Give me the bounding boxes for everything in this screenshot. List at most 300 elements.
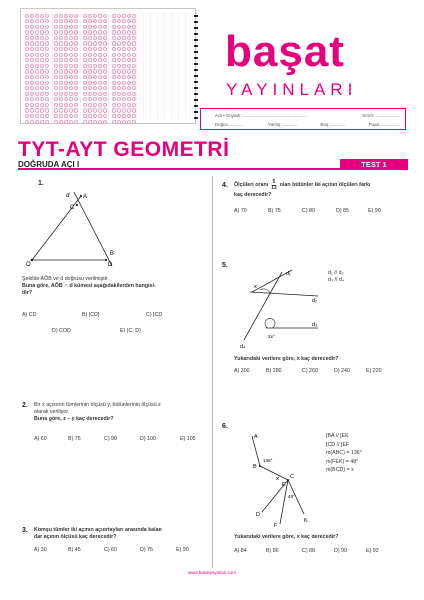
timing-mark <box>194 57 198 59</box>
label-a: A <box>83 194 88 200</box>
q6-option-e[interactable]: E) 92 <box>366 548 379 554</box>
answer-bubble <box>30 81 34 85</box>
answer-bubble <box>40 114 44 118</box>
answer-bubble <box>74 86 78 90</box>
answer-bubble <box>88 69 92 73</box>
answer-bubble <box>54 53 58 57</box>
answer-bubble <box>88 19 92 23</box>
answer-bubble <box>132 92 136 96</box>
answer-bubble <box>40 25 44 29</box>
answer-bubble <box>103 41 107 45</box>
answer-bubble <box>83 30 87 34</box>
answer-bubble <box>54 64 58 68</box>
answer-bubble <box>112 120 116 124</box>
answer-bubble <box>117 30 121 34</box>
answer-bubble <box>69 92 73 96</box>
answer-bubble <box>25 92 29 96</box>
page-title: TYT-AYT GEOMETRİ <box>18 138 230 161</box>
answer-bubble <box>117 86 121 90</box>
label-o: O <box>26 262 31 266</box>
answer-bubble <box>98 114 102 118</box>
answer-bubble <box>117 19 121 23</box>
answer-bubble <box>122 58 126 62</box>
answer-bubble <box>64 19 68 23</box>
answer-bubble <box>54 41 58 45</box>
q3-option-b[interactable]: B) 45 <box>68 547 81 553</box>
q4-option-d[interactable]: D) 85 <box>336 208 349 214</box>
timing-mark <box>194 39 198 41</box>
answer-bubble <box>45 25 49 29</box>
answer-bubble <box>64 30 68 34</box>
q5-option-a[interactable]: A) 300 <box>234 368 250 374</box>
answer-bubble <box>54 30 58 34</box>
answer-bubble <box>54 97 58 101</box>
optical-answer-form <box>20 8 196 124</box>
answer-bubble <box>112 69 116 73</box>
answer-bubble <box>122 41 126 45</box>
answer-bubble <box>103 81 107 85</box>
answer-bubble <box>74 19 78 23</box>
answer-bubble <box>74 97 78 101</box>
answer-bubble <box>88 30 92 34</box>
timing-mark <box>194 15 198 17</box>
test-badge: TEST 1 <box>340 159 408 170</box>
answer-bubble <box>69 81 73 85</box>
answer-bubble <box>59 103 63 107</box>
answer-bubble <box>69 25 73 29</box>
answer-bubble <box>93 58 97 62</box>
answer-bubble <box>122 36 126 40</box>
answer-bubble <box>74 47 78 51</box>
label-k: K <box>304 518 308 524</box>
answer-bubble <box>83 103 87 107</box>
answer-bubble <box>93 53 97 57</box>
answer-bubble <box>40 19 44 23</box>
ray-ba <box>252 436 260 466</box>
answer-bubble <box>122 14 126 18</box>
answer-bubble <box>30 103 34 107</box>
answer-bubble <box>25 58 29 62</box>
answer-bubble <box>93 25 97 29</box>
answer-bubble <box>103 30 107 34</box>
answer-bubble <box>45 114 49 118</box>
q1-option-a[interactable]: A) CD <box>22 312 37 318</box>
answer-bubble <box>103 120 107 124</box>
answer-bubble <box>93 114 97 118</box>
q1-text: Şekilde AÔB ve d doğrusu verilmiştir. Buna göre, AÔB ∩ d kümesi aşağıdakilerden hangisi- dir? <box>22 276 156 297</box>
point-b <box>259 465 261 467</box>
q2-option-b[interactable]: B) 75 <box>68 436 81 442</box>
q6-option-d[interactable]: D) 90 <box>334 548 347 554</box>
answer-bubble <box>122 47 126 51</box>
answer-bubble <box>93 30 97 34</box>
answer-bubble <box>40 58 44 62</box>
q2-option-d[interactable]: D) 100 <box>140 436 156 442</box>
answer-bubble <box>30 114 34 118</box>
answer-bubble <box>98 25 102 29</box>
answer-bubble <box>93 97 97 101</box>
label-d1: d₁ <box>286 271 291 277</box>
answer-bubble <box>54 58 58 62</box>
q4-option-e[interactable]: E) 90 <box>368 208 381 214</box>
answer-bubble <box>54 14 58 18</box>
answer-bubble <box>103 19 107 23</box>
q5-option-c[interactable]: C) 260 <box>302 368 318 374</box>
answer-bubble <box>45 97 49 101</box>
answer-bubble <box>127 86 131 90</box>
answer-bubble <box>54 120 58 124</box>
answer-bubble <box>54 19 58 23</box>
timing-mark <box>194 81 198 83</box>
answer-bubble <box>69 30 73 34</box>
answer-bubble <box>83 19 87 23</box>
label-x: x <box>276 476 279 482</box>
answer-row <box>25 24 191 29</box>
answer-bubble <box>132 86 136 90</box>
answer-bubble <box>64 120 68 124</box>
footer-url: www.basatyayinlari.com <box>187 570 237 575</box>
answer-row <box>25 119 191 124</box>
q6-option-a[interactable]: A) 84 <box>234 548 247 554</box>
q3-option-a[interactable]: A) 30 <box>34 547 47 553</box>
column-divider <box>212 176 213 568</box>
q5-text: Yukarıdaki verilere göre, x kaç derecedir? <box>234 356 339 362</box>
answer-bubble <box>30 47 34 51</box>
timing-mark <box>194 111 198 113</box>
answer-bubble <box>132 19 136 23</box>
answer-bubble <box>132 41 136 45</box>
q2-option-a[interactable]: A) 60 <box>34 436 47 442</box>
answer-bubble <box>98 69 102 73</box>
answer-bubble <box>117 64 121 68</box>
answer-bubble <box>69 114 73 118</box>
section-subtitle: DOĞRUDA AÇI I <box>18 160 80 169</box>
answer-bubble <box>88 25 92 29</box>
answer-row <box>25 46 191 51</box>
answer-bubble <box>132 14 136 18</box>
label-c: C <box>70 205 75 211</box>
answer-bubble <box>64 64 68 68</box>
answer-bubble <box>93 47 97 51</box>
answer-bubble <box>74 108 78 112</box>
q2-text: Bir x açısının tümlerinin ölçüsü y, bütünlerinin ölçüsü z olarak veriliyor. Buna göre, z – y kaç derecedir? <box>34 402 161 423</box>
answer-bubble <box>45 86 49 90</box>
answer-bubble <box>83 36 87 40</box>
timing-mark <box>194 45 198 47</box>
answer-bubble <box>40 92 44 96</box>
answer-bubble <box>25 30 29 34</box>
timing-mark <box>194 63 198 65</box>
timing-mark <box>194 21 198 23</box>
answer-bubble <box>88 114 92 118</box>
answer-bubble <box>117 103 121 107</box>
answer-bubble <box>54 75 58 79</box>
question-number: 4. <box>222 182 228 189</box>
answer-bubble <box>40 108 44 112</box>
q6-option-c[interactable]: C) 88 <box>302 548 315 554</box>
answer-bubble <box>74 36 78 40</box>
timing-mark <box>194 27 198 29</box>
answer-bubble <box>88 41 92 45</box>
answer-bubble <box>122 30 126 34</box>
answer-bubble <box>88 103 92 107</box>
answer-row <box>25 80 191 85</box>
answer-bubble <box>64 41 68 45</box>
q1-option-c[interactable]: C) [CD <box>146 312 163 318</box>
q1-option-e[interactable]: E) {C, D} <box>120 328 141 334</box>
answer-bubble <box>132 81 136 85</box>
answer-bubble <box>83 120 87 124</box>
answer-bubble <box>59 81 63 85</box>
answer-bubble <box>122 81 126 85</box>
answer-bubble <box>59 64 63 68</box>
answer-bubble <box>54 36 58 40</box>
answer-bubble <box>83 14 87 18</box>
answer-bubble <box>35 14 39 18</box>
answer-bubble <box>117 47 121 51</box>
answer-bubble <box>69 120 73 124</box>
answer-bubble <box>64 103 68 107</box>
answer-bubble <box>122 120 126 124</box>
answer-bubble <box>59 75 63 79</box>
answer-bubble <box>54 86 58 90</box>
point-c <box>76 204 78 206</box>
answer-bubble <box>122 86 126 90</box>
answer-bubble <box>132 120 136 124</box>
answer-bubble <box>25 120 29 124</box>
line-d <box>74 192 115 266</box>
answer-bubble <box>122 108 126 112</box>
answer-bubble <box>103 92 107 96</box>
answer-bubble <box>93 108 97 112</box>
q2-option-c[interactable]: C) 90 <box>104 436 117 442</box>
correct-field: Doğru: ........... <box>215 122 245 127</box>
q3-option-d[interactable]: D) 75 <box>140 547 153 553</box>
point-o <box>31 259 34 262</box>
answer-bubble <box>112 75 116 79</box>
answer-bubble <box>30 92 34 96</box>
q3-option-c[interactable]: C) 60 <box>104 547 117 553</box>
answer-bubble <box>83 58 87 62</box>
answer-bubble <box>40 97 44 101</box>
answer-bubble <box>132 58 136 62</box>
answer-bubble <box>64 86 68 90</box>
answer-bubble <box>59 30 63 34</box>
answer-bubble <box>132 69 136 73</box>
answer-bubble <box>30 64 34 68</box>
answer-bubble <box>112 53 116 57</box>
answer-bubble <box>59 69 63 73</box>
answer-bubble <box>59 53 63 57</box>
answer-bubble <box>69 53 73 57</box>
angle-2x-arc <box>265 318 275 328</box>
question-number: 5. <box>222 262 228 269</box>
answer-bubble <box>45 19 49 23</box>
point-a <box>80 195 82 197</box>
q4-option-c[interactable]: C) 80 <box>302 208 315 214</box>
answer-bubble <box>25 53 29 57</box>
wrong-field: Yanlış: ........... <box>267 122 297 127</box>
answer-row <box>25 113 191 118</box>
answer-bubble <box>45 120 49 124</box>
answer-bubble <box>35 75 39 79</box>
q1-option-b[interactable]: B) [CD] <box>82 312 100 318</box>
answer-bubble <box>45 41 49 45</box>
answer-bubble <box>69 14 73 18</box>
q4-fraction: 5 13 <box>271 179 277 192</box>
answer-bubble <box>132 36 136 40</box>
answer-bubble <box>122 19 126 23</box>
answer-bubble <box>88 36 92 40</box>
answer-bubble <box>69 108 73 112</box>
answer-bubble <box>74 81 78 85</box>
answer-bubble <box>103 108 107 112</box>
q2-option-e[interactable]: E) 105 <box>180 436 196 442</box>
answer-bubble <box>54 47 58 51</box>
answer-bubble <box>122 64 126 68</box>
answer-bubble <box>45 30 49 34</box>
answer-bubble <box>45 58 49 62</box>
answer-row <box>25 91 191 96</box>
answer-bubble <box>35 19 39 23</box>
answer-bubble <box>59 97 63 101</box>
answer-bubble <box>64 97 68 101</box>
answer-bubble <box>88 53 92 57</box>
answer-bubble <box>25 75 29 79</box>
answer-bubble <box>25 41 29 45</box>
point-d <box>105 259 107 261</box>
answer-bubble <box>45 92 49 96</box>
answer-bubble <box>45 53 49 57</box>
timing-mark <box>194 75 198 77</box>
answer-bubble <box>69 75 73 79</box>
q1-option-d[interactable]: D) COD <box>52 328 71 334</box>
answer-bubble <box>40 53 44 57</box>
answer-bubble <box>112 25 116 29</box>
answer-bubble <box>59 41 63 45</box>
answer-bubble <box>25 69 29 73</box>
q5-option-d[interactable]: D) 240 <box>334 368 350 374</box>
answer-bubble <box>127 97 131 101</box>
answer-bubble <box>98 47 102 51</box>
answer-bubble <box>127 103 131 107</box>
timing-mark <box>194 105 198 107</box>
answer-bubble <box>132 30 136 34</box>
answer-row <box>25 35 191 40</box>
answer-bubble <box>112 19 116 23</box>
q4-option-a[interactable]: A) 70 <box>234 208 247 214</box>
answer-bubble <box>112 81 116 85</box>
q3-option-e[interactable]: E) 90 <box>176 547 189 553</box>
answer-bubble <box>88 14 92 18</box>
brand-logo-subtitle: YAYINLARI <box>226 80 358 99</box>
answer-bubble <box>74 58 78 62</box>
answer-bubble <box>132 47 136 51</box>
answer-bubble <box>122 103 126 107</box>
label-d2: d₂ <box>312 298 318 304</box>
answer-bubble <box>93 75 97 79</box>
answer-bubble <box>45 69 49 73</box>
answer-bubble <box>83 92 87 96</box>
answer-bubble <box>103 64 107 68</box>
answer-bubble <box>98 75 102 79</box>
answer-bubble <box>127 47 131 51</box>
answer-bubble <box>122 114 126 118</box>
answer-bubble <box>103 53 107 57</box>
answer-bubble <box>45 75 49 79</box>
q6-option-b[interactable]: B) 86 <box>266 548 279 554</box>
answer-bubble <box>30 108 34 112</box>
answer-bubble <box>74 53 78 57</box>
label-b: B <box>253 464 257 470</box>
brand-logo: başat <box>225 27 345 76</box>
answer-bubble <box>69 41 73 45</box>
answer-bubble <box>112 36 116 40</box>
answer-bubble <box>98 92 102 96</box>
answer-bubble <box>25 14 29 18</box>
answer-bubble <box>59 114 63 118</box>
answer-row <box>25 102 191 107</box>
answer-bubble <box>30 41 34 45</box>
answer-bubble <box>64 75 68 79</box>
answer-bubble <box>69 58 73 62</box>
answer-bubble <box>69 64 73 68</box>
answer-bubble <box>30 86 34 90</box>
label-x: x <box>254 284 257 290</box>
answer-bubble <box>30 53 34 57</box>
q5-option-b[interactable]: B) 280 <box>266 368 282 374</box>
answer-bubble <box>45 81 49 85</box>
point-c <box>287 479 289 481</box>
question-number: 1. <box>38 180 44 187</box>
answer-bubble <box>98 53 102 57</box>
answer-bubble <box>127 69 131 73</box>
question-number: 6. <box>222 423 228 430</box>
answer-bubble <box>74 30 78 34</box>
answer-row <box>25 63 191 68</box>
q5-option-e[interactable]: E) 220 <box>366 368 382 374</box>
answer-bubble <box>112 86 116 90</box>
q4-option-b[interactable]: B) 75 <box>268 208 281 214</box>
q5-given: d₁ // d₂ d₃ // d₄ <box>328 270 345 284</box>
answer-bubble <box>83 53 87 57</box>
line-d2 <box>250 292 318 296</box>
answer-bubble <box>88 75 92 79</box>
answer-bubble <box>25 108 29 112</box>
answer-bubble <box>30 19 34 23</box>
answer-row <box>25 19 191 24</box>
answer-bubble <box>69 97 73 101</box>
answer-bubble <box>127 92 131 96</box>
answer-bubble <box>40 64 44 68</box>
answer-bubble <box>54 103 58 107</box>
answer-bubble <box>93 36 97 40</box>
answer-bubble <box>40 69 44 73</box>
answer-bubble <box>25 36 29 40</box>
question-number: 3. <box>22 527 28 534</box>
answer-bubble <box>117 58 121 62</box>
q1-figure <box>26 188 136 266</box>
answer-bubble <box>122 25 126 29</box>
answer-bubble <box>127 41 131 45</box>
answer-bubble <box>112 14 116 18</box>
answer-bubble <box>25 81 29 85</box>
answer-bubble <box>35 30 39 34</box>
answer-bubble <box>122 75 126 79</box>
answer-bubble <box>98 14 102 18</box>
answer-bubble <box>35 103 39 107</box>
answer-bubble <box>93 69 97 73</box>
